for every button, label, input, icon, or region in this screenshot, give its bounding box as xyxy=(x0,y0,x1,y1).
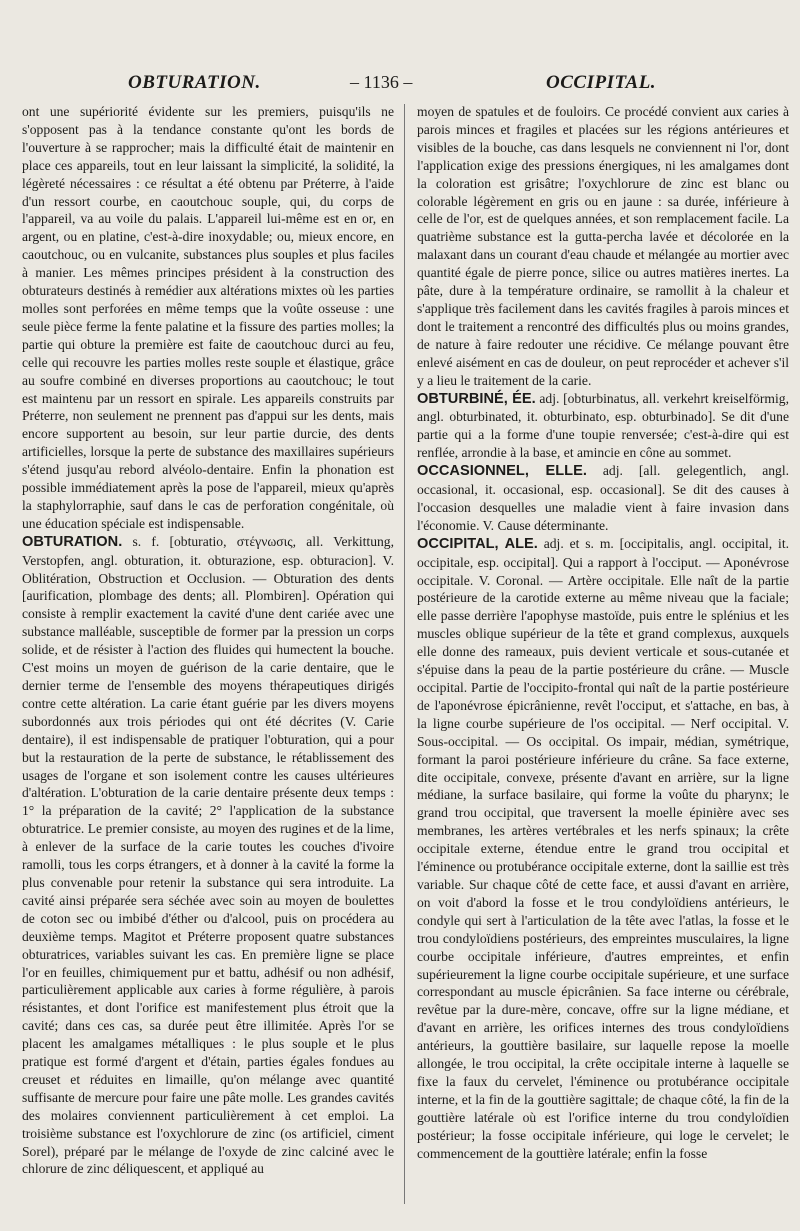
running-header xyxy=(0,70,800,102)
left-column xyxy=(22,103,394,1178)
right-column xyxy=(417,103,789,1162)
entry-obturation-text: s. f. [obturatio, στέγνωσις, all. Verkittung, Verstopfen, angl. obturation, it. obturazione, esp. obturacion]. V. Oblitération, Obstruction et Occlusion. — Obturation des dents [aurification, plombage des dents; all. Plombiren]. Opération qui consiste à remplir exactement la cavité d'une dent cariée avec une substance malléable, susceptible de former par la pression un corps solide, et de résister à l'action des fluides qui humectent la bouche. C'est moins un moyen de guérison de la carie dentaire, que le dernier terme de l'ensemble des moyens thérapeutiques dirigés contre cette altération. La carie étant guérie par les divers moyens subordonnés aux trois périodes qui ont été décrites (V. Carie dentaire), il est indispensable de pratiquer l'obturation, qui a pour but la restauration de la perte de substance, le rétablissement des usages de l'organe et son isolement contre les causes ultérieures d'altération. L'obturation de la carie dentaire présente deux temps : 1° la préparation de la cavité; 2° l'application de la substance obturatrice. Le premier consiste, au moyen des rugines et de la lime, à enlever de la surface de la carie toutes les couches d'ivoire ramolli, tous les corps étrangers, et à donner à la cavité la forme la plus convenable pour retenir la substance qui sera introduite. La cavité ainsi préparée sera séchée avec soin au moyen de boulettes de coton sec ou imbibé d'éther ou d'alcool, puis on procédera au deuxième temps. Magitot et Préterre proposent quatre substances obturatrices, variables suivant les cas. En première ligne se place l'or en feuilles, chimiquement pur et battu, adhésif ou non adhésif, particulièrement applicable aux caries à forme régulière, à parois résistantes, et dont l'orifice est manifestement plus étroit que la cavité; dans ces cas, sa durée peut être illimitée. Après l'or se placent les amalgames métalliques : le plus souple et le plus pratique est formé d'argent et d'étain, parties égales fondues au creuset et réduites en limaille, qu'on mélange avec quantité suffisante de mercure pour faire une pâte molle. Les grandes cavités des molaires conviennent particulièrement à cet emploi. La troisième substance est l'oxychlorure de zinc (os artificiel, ciment Sorel), préparé par le mélange de l'oxyde de zinc calciné avec le chlorure de zinc déliquescent, et appliqué au xyxy=(22,533,394,1177)
header-left-word: OBTURATION. xyxy=(128,72,261,93)
headword-occasionnel: OCCASIONNEL, ELLE. xyxy=(417,463,587,480)
entry-occasionnel xyxy=(417,462,789,535)
entry-obturation-continued: moyen de spatules et de fouloirs. Ce procédé convient aux caries à parois minces et fragiles et placées sur les régions antérieures et visibles de la bouche, cas dans lesquels ne conviennent ni l'or, dont l'application exige des pressions énergiques, ni les amalgames dont la coloration est grisâtre; l'oxychlorure de zinc est blanc ou colorable légèrement en gris ou en jaune : sa durée, inférieure à celle de l'or, est de quelques années, et son remplacement facile. La quatrième substance est la gutta-percha lavée et décolorée en la malaxant dans un courant d'eau chaude et mélangée au mortier avec quantité égale de pierre ponce, silice ou autres matières inertes. La pâte, dure à la température ordinaire, se ramollit à la chaleur et s'applique très facilement dans les cavités fragiles à parois minces et dont le traitement a rencontré des difficultés plus ou moins grandes, de nature à faire redouter une récidive. Ce mélange pouvant être enlevé aisément en cas de douleur, on peut reprocéder et achever s'il y a lieu le traitement de la carie. xyxy=(417,104,789,388)
entry-obturbine-text: adj. [obturbinatus, all. verkehrt kreiselförmig, angl. obturbinated, it. obturbinato, esp. obturbinado]. Se dit d'une partie qui a la forme d'une toupie renversée; c'est-à-dire qui est renflée, arrondie à la base, et amincie en cône au sommet. xyxy=(417,390,789,461)
entry-obturation xyxy=(22,533,394,1179)
column-divider xyxy=(404,104,405,1204)
entry-obturbine xyxy=(417,390,789,463)
entry-occasionnel-text: adj. [all. gelegentlich, angl. occasional, it. occasional, esp. occasional]. Se dit des causes à l'occasion desquelles une maladie vient à faire invasion dans l'économie. V. Cause déterminante. xyxy=(417,463,790,533)
entry-continuation: ont une supériorité évidente sur les premiers, puisqu'ils ne s'opposent pas à la tendance constante qu'ont les bords de l'ouverture à se rapprocher; mais la difficulté était de maintenir en place ces appareils, tout en leur laissant la simplicité, la solidité, la légèreté nécessaires : ce résultat a été obtenu par Préterre, à l'aide d'un ressort courbe, en caoutchouc souple, qui, du corps de l'appareil, va au voile du palais. L'appareil lui-même est en or, en argent, ou en platine, c'est-à-dire inoxydable; ou, mieux encore, en caoutchouc, ou en vulcanite, substances plus souples et plus faciles à manier. Les mêmes principes président à la construction des obturateurs destinés à remédier aux altérations mixtes où les parties molles sont perforées en même temps que la voûte osseuse : une seule pièce ferme la fente palatine et la fissure des parties molles; la partie qui obture la première est faite de caoutchouc durci au feu, celle qui recouvre les parties molles reste souple et élastique, grâce au soufre combiné en diverses proportions au caoutchouc; le tout est maintenu par un ressort en spirale. Les appareils construits par Préterre, non seulement ne prennent pas d'appui sur les dents, mais encore supportent au besoin, sur leur partie durcie, des dents artificielles, lorsque la perte de substance des maxillaires supérieurs s'étend jusqu'au rebord alvéolo-dentaire. Enfin la phonation est possible immédiatement après la pose de l'appareil, mieux qu'après la staphylorraphie, sauf dans le cas de perforation congénitale, où une éducation spéciale est indispensable. xyxy=(22,104,394,531)
page-number: – 1136 – xyxy=(350,72,413,92)
headword-obturation: OBTURATION. xyxy=(22,533,123,550)
header-right-word: OCCIPITAL. xyxy=(546,72,657,93)
entry-occipital xyxy=(417,535,789,1163)
entry-occipital-text: adj. et s. m. [occipitalis, angl. occipital, it. occipitale, esp. occipital]. Qui a rapport à l'occiput. — Aponévrose occipitale. V. Coronal. — Artère occipitale. Elle naît de la partie postérieure de la carotide externe au même niveau que la faciale; elle passe derrière l'apophyse mastoïde, puis entre le splénius et les muscles oblique supérieur de la tête et grand complexus, auxquels elle donne des rameaux, puis devient verticale et sous-cutanée et s'épuise dans la peau de la partie postérieure du crâne. — Muscle occipital. Partie de l'occipito-frontal qui naît de la partie postérieure de l'aponévrose épicrânienne, revêt l'occiput, et s'attache, en bas, à la ligne courbe supérieure de l'os occipital. — Nerf occipital. V. Sous-occipital. — Os occipital. Os impair, médian, symétrique, formant la paroi postérieure inférieure du crâne. Sa face externe, dite occipitale, convexe, présente d'avant en arrière, sur la ligne médiane, la surface basilaire, qui forme la voûte du pharynx; le grand trou occipital, que traversent la moelle épinière avec ses membranes, les artères vertébrales et les nerfs spinaux; la crête occipitale externe, étendue entre le grand trou occipital et l'éminence ou protubérance occipitale externe, dont la saillie est très variable. Sur chaque côté de cette face, et aussi d'avant en arrière, on voit d'abord la fosse et le trou condyloïdiens antérieurs, le condyle qui sert à l'articulation de la tête avec l'atlas, la fosse et le trou condyloïdiens postérieurs, des empreintes musculaires, la ligne courbe occipitale inférieure, d'autres empreintes, et enfin supérieurement la ligne courbe occipitale supérieure, et une surface correspondant au muscle épicrânien. Sa face interne ou cérébrale, revêtue par la dure-mère, concave, offre sur la ligne médiane, et d'avant en arrière, les orifices internes des trous condyloïdiens antérieurs, la gouttière basilaire, sur laquelle repose la moelle allongée, le trou occipital, la crête occipitale interne à laquelle se fixe la faux du cervelet, l'éminence ou protubérance occipitale interne, et la fin de la gouttière sagittale; de chaque côté, la fin de la gouttière latérale où est l'orifice interne du trou condyloïdien postérieur; la fosse occipitale inférieure, qui loge le cervelet; le commencement de la gouttière latérale; enfin la fosse xyxy=(417,535,790,1161)
headword-occipital: OCCIPITAL, ALE. xyxy=(417,535,538,552)
headword-obturbine: OBTURBINÉ, ÉE. xyxy=(417,390,536,407)
